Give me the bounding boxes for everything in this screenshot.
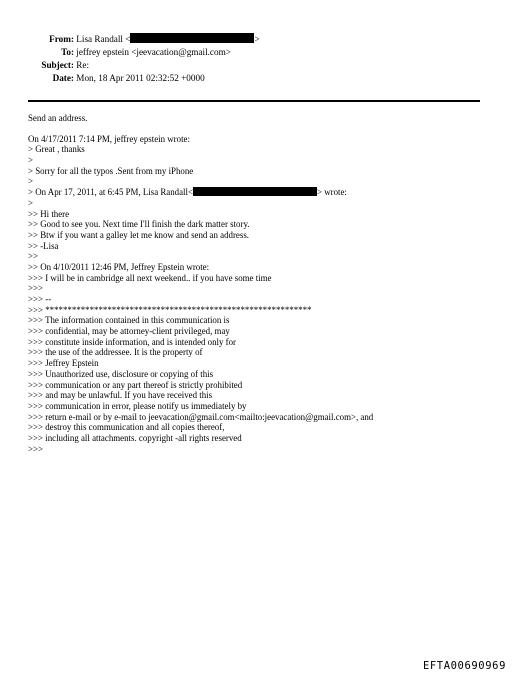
header-date-row (30, 72, 205, 85)
body-line: > (28, 197, 34, 208)
body-line: >>> (28, 283, 44, 294)
to-label: To: (61, 47, 74, 57)
from-label-text: From: (49, 34, 74, 44)
from-name: Lisa Randall < (76, 34, 131, 44)
header-to-row (30, 46, 231, 59)
body-line: >> On 4/10/2011 12:46 PM, Jeffrey Epstein wrote: (28, 261, 210, 272)
header-from-row (30, 33, 260, 46)
body-line: >>> (28, 443, 44, 454)
body-line: >>> communication in error, please notify us immediately by (28, 400, 247, 411)
body-line-with-redaction (28, 187, 498, 198)
body-line: >> Good to see you. Next time I'll finish the dark matter story. (28, 219, 250, 230)
body-line: >>> communication or any part thereof is strictly prohibited (28, 379, 243, 390)
body-line: Send an address. (28, 113, 88, 123)
header-subject-row (30, 59, 89, 72)
subject-label: Subject: (41, 60, 74, 70)
body-line: >>> constitute inside information, and is intended only for (28, 336, 237, 347)
date-label: Date: (52, 73, 74, 83)
header-divider (28, 100, 480, 102)
body-line: >> Hi there (28, 208, 70, 219)
redaction-bar (193, 187, 317, 196)
from-tail: > (254, 34, 260, 44)
body-line: >> Btw if you want a galley let me know and send an address. (28, 229, 249, 240)
body-line: > Sorry for all the typos .Sent from my iPhone (28, 165, 194, 176)
body-line: >>> the use of the addressee. It is the property of (28, 347, 203, 358)
body-line: >>> confidential, may be attorney-client privileged, may (28, 326, 230, 337)
body-line: >>> I will be in cambridge all next weekend.. if you have some time (28, 272, 272, 283)
body-line: >>> The information contained in this communication is (28, 315, 230, 326)
to-value: jeffrey epstein <jeevacation@gmail.com> (76, 47, 231, 57)
quoted-header-tail: > wrote: (316, 187, 347, 198)
body-line: >>> destroy this communication and all copies thereof, (28, 422, 225, 433)
subject-value: Re: (76, 60, 90, 70)
body-line: >>> ************************************************************ (28, 304, 312, 315)
body-line: >>> including all attachments. copyright -all rights reserved (28, 432, 242, 443)
body-line: > Great , thanks (28, 144, 85, 155)
body-line: >>> Jeffrey Epstein (28, 358, 99, 369)
body-line: >>> Unauthorized use, disclosure or copying of this (28, 368, 214, 379)
body-line: > (28, 176, 34, 187)
body-line: >>> -- (28, 294, 52, 304)
date-value: Mon, 18 Apr 2011 02:32:52 +0000 (76, 73, 205, 83)
body-line: >>> return e-mail or by e-mail to jeevacation@gmail.com<mailto:jeevacation@gmail.com>, and (28, 411, 374, 422)
blank-line (28, 124, 498, 134)
redaction-bar (130, 33, 254, 43)
body-line: >>> and may be unlawful. If you have received this (28, 390, 213, 401)
bates-number: EFTA00690969 (422, 660, 506, 672)
body-line: >> -Lisa (28, 240, 59, 251)
body-line: >> (28, 251, 39, 262)
body-line: On 4/17/2011 7:14 PM, jeffrey epstein wrote: (28, 133, 190, 144)
quoted-header: > On Apr 17, 2011, at 6:45 PM, Lisa Randall< (28, 187, 193, 198)
body-line: > (28, 155, 34, 166)
email-body (28, 113, 498, 454)
